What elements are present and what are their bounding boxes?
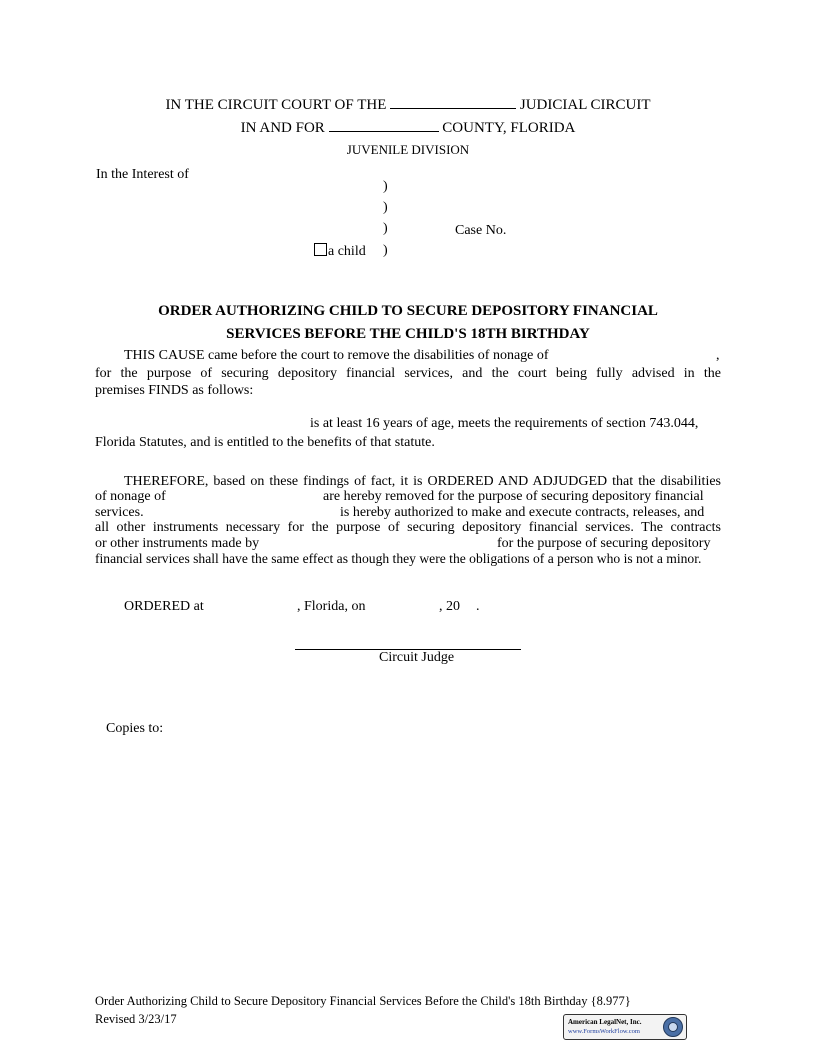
caption-paren: )	[383, 221, 388, 236]
order-line-1: THEREFORE, based on these findings of fact, it is ORDERED AND ADJUDGED that the disabilities	[124, 474, 721, 489]
order-title-line-1: ORDER AUTHORIZING CHILD TO SECURE DEPOSITORY FINANCIAL	[158, 303, 658, 319]
ordered-at-label: ORDERED at	[124, 599, 204, 614]
case-number-label: Case No.	[455, 223, 507, 238]
ordered-period: .	[476, 599, 480, 614]
a-child-checkbox[interactable]	[314, 243, 327, 256]
intro-line-2: for the purpose of securing depository financial services, and the court being fully advised in the	[95, 366, 721, 381]
footer-revised: Revised 3/23/17	[95, 1012, 177, 1026]
order-line-2b: are hereby removed for the purpose of securing depository financial	[323, 489, 704, 504]
year-label: , 20	[439, 599, 460, 614]
copies-to-label: Copies to:	[106, 721, 164, 736]
in-the-interest-of-label: In the Interest of	[96, 167, 189, 182]
intro-line-3: premises FINDS as follows:	[95, 383, 254, 398]
footer-form-title: Order Authorizing Child to Secure Depository Financial Services Before the Child's 18th Birthday {8.977}	[95, 994, 631, 1008]
circuit-judge-label: Circuit Judge	[379, 650, 455, 665]
court-header-line-2: IN AND FOR COUNTY, FLORIDA	[240, 120, 576, 136]
legalnet-seal-icon	[663, 1017, 683, 1037]
florida-on-label: , Florida, on	[297, 599, 366, 614]
order-line-6: financial services shall have the same effect as though they were the obligations of a person who is not a minor.	[95, 551, 702, 566]
intro-line-1: THIS CAUSE came before the court to remove the disabilities of nonage of	[124, 348, 549, 363]
court-header-line-1: IN THE CIRCUIT COURT OF THE JUDICIAL CIRCUIT	[165, 97, 651, 113]
intro-comma: ,	[716, 348, 720, 363]
order-line-4: all other instruments necessary for the purpose of securing depository financial services. The contracts	[95, 520, 721, 535]
american-legalnet-logo: American LegalNet, Inc. www.FormsWorkFlow.com	[563, 1014, 687, 1040]
order-line-5a: or other instruments made by	[95, 536, 260, 551]
caption-paren: )	[383, 200, 388, 215]
division-label: JUVENILE DIVISION	[346, 142, 470, 157]
order-line-3b: is hereby authorized to make and execute contracts, releases, and	[340, 505, 705, 520]
order-line-3a: services.	[95, 505, 144, 520]
caption-paren: )	[383, 243, 388, 258]
county-blank[interactable]	[329, 131, 439, 132]
caption-paren: )	[383, 179, 388, 194]
finding-line-1: is at least 16 years of age, meets the requirements of section 743.044,	[310, 416, 699, 431]
order-line-2a: of nonage of	[95, 489, 166, 504]
order-line-5b: for the purpose of securing depository	[497, 536, 711, 551]
a-child-label: a child	[328, 244, 366, 259]
a-child-row	[314, 243, 366, 260]
order-title-line-2: SERVICES BEFORE THE CHILD'S 18TH BIRTHDAY	[226, 326, 590, 342]
judicial-circuit-blank[interactable]	[390, 108, 516, 109]
finding-line-2: Florida Statutes, and is entitled to the benefits of that statute.	[95, 435, 435, 450]
